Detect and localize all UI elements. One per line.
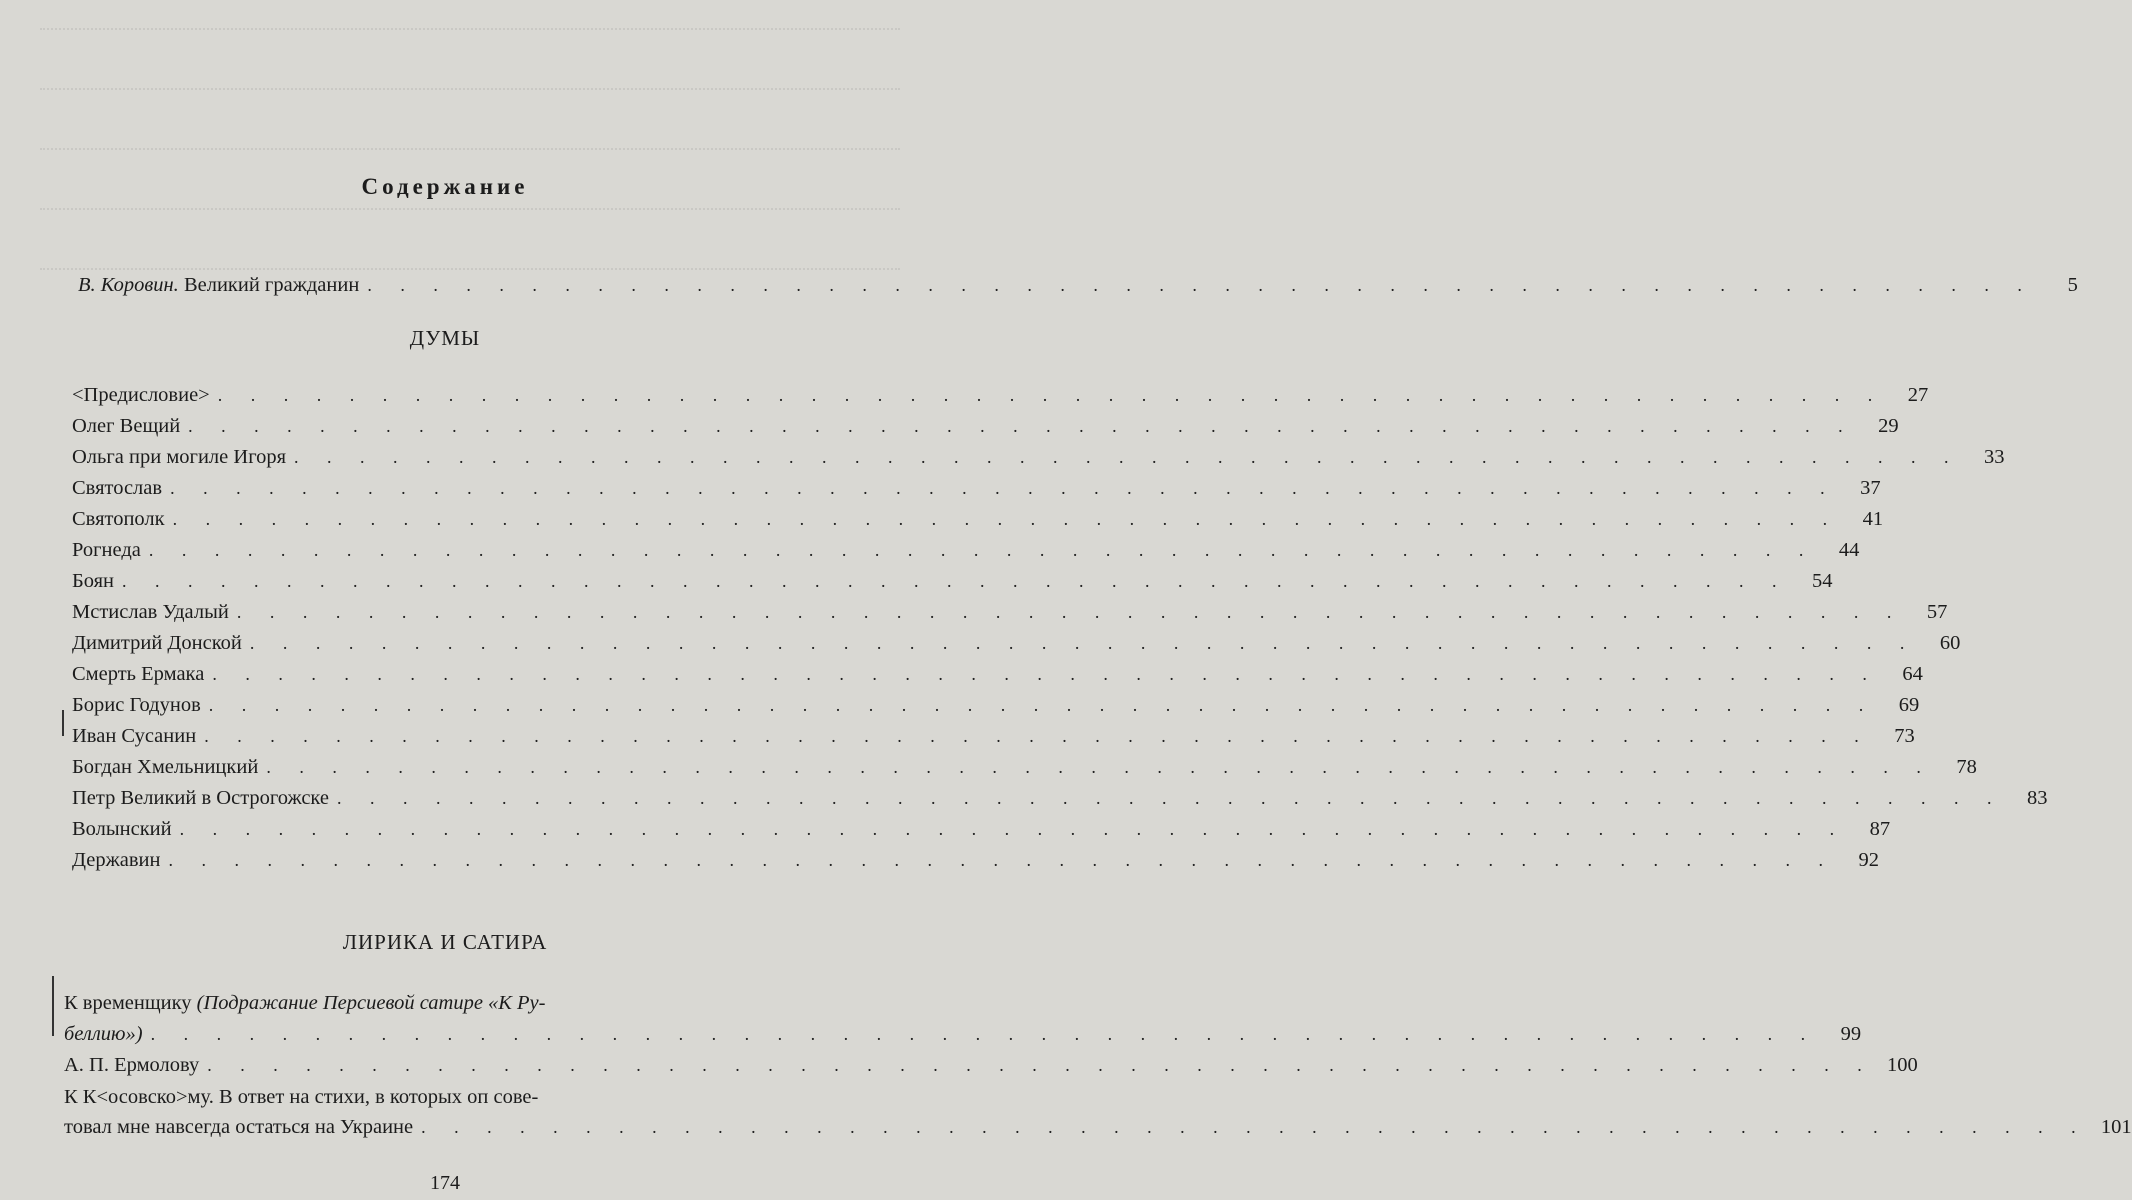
toc-entry-title: Ольга при могиле Игоря — [72, 446, 287, 468]
toc-page-number: 27 — [1907, 384, 1929, 406]
dot-leader: . . . . . . . . . . . . . . . . . . . . . . . . . . . . . . . . . . . . . . . . . . . . . . . . . . . — [179, 819, 1847, 839]
dot-leader: . . . . . . . . . . . . . . . . . . . . . . . . . . . . . . . . . . . . . . . . . . . . . . . . . . . — [170, 478, 1837, 498]
toc-entry-title: А. П. Ермолову — [64, 1054, 200, 1076]
toc-entry[interactable] — [72, 690, 1920, 720]
dot-leader: . . . . . . . . . . . . . . . . . . . . . . . . . . . . . . . . . . . . . . . . . . . . . . . . . . . — [212, 664, 1879, 684]
toc-entry[interactable] — [72, 783, 2048, 813]
toc-entry[interactable] — [64, 1019, 1862, 1049]
toc-entry[interactable] — [72, 752, 1977, 782]
toc-page-number: 73 — [1894, 725, 1915, 747]
dot-leader: . . . . . . . . . . . . . . . . . . . . . . . . . . . . . . . . . . . . . . . . . . . . . . . . . . . — [217, 385, 1885, 405]
toc-page-number: 83 — [2026, 787, 2048, 809]
toc-entry[interactable] — [72, 845, 1879, 875]
toc-entry-title: <Предисловие> — [72, 384, 210, 406]
toc-page-number: 101 — [2100, 1116, 2132, 1138]
toc-entry-subtitle: беллию») — [64, 1023, 143, 1045]
contents-heading: Содержание — [361, 174, 529, 199]
toc-entry-title: Мстислав Удалый — [72, 601, 229, 623]
dot-leader: . . . . . . . . . . . . . . . . . . . . . . . . . . . . . . . . . . . . . . . . . . . . . . . . . . . — [168, 850, 1835, 870]
toc-entry-title: К временщику — [64, 992, 192, 1014]
toc-page-number: 100 — [1886, 1054, 1918, 1076]
section-title-lyric: ЛИРИКА И САТИРА — [342, 930, 548, 954]
toc-entry[interactable] — [72, 597, 1948, 627]
toc-entry[interactable] — [72, 442, 2005, 472]
toc-page-number: 33 — [1984, 446, 2005, 468]
toc-entry[interactable] — [72, 380, 1929, 410]
toc-entry-title: Борис Годунов — [72, 694, 201, 716]
toc-entry-title: Волынский — [72, 818, 172, 840]
toc-entry-title: Святополк — [72, 508, 165, 530]
toc-entry-title: Смерть Ермака — [72, 663, 205, 685]
toc-entry[interactable] — [72, 566, 1833, 596]
toc-page-number: 92 — [1858, 849, 1879, 871]
toc-entry-title: В. Коровин. Великий гражданин — [78, 274, 360, 296]
toc-entry[interactable] — [72, 659, 1923, 689]
toc-entry[interactable] — [72, 411, 1899, 441]
toc-entry[interactable] — [72, 473, 1881, 503]
toc-entry-title-line: К К<осовско>му. В ответ на стихи, в которых оп сове- — [64, 1086, 539, 1108]
toc-entry[interactable] — [64, 1050, 1918, 1080]
toc-page-number: 37 — [1860, 477, 1881, 499]
toc-page-number: 99 — [1840, 1023, 1862, 1045]
dot-leader: . . . . . . . . . . . . . . . . . . . . . . . . . . . . . . . . . . . . . . . . . . . . . . . . . . . — [336, 788, 2004, 808]
toc-entry[interactable] — [72, 504, 1884, 534]
bleed-through-text — [40, 0, 900, 290]
toc-entry-title: Богдан Хмельницкий — [72, 756, 259, 778]
dot-leader: . . . . . . . . . . . . . . . . . . . . . . . . . . . . . . . . . . . . . . . . . . . . . . . . . . . — [148, 540, 1816, 560]
dot-leader: . . . . . . . . . . . . . . . . . . . . . . . . . . . . . . . . . . . . . . . . . . . . . . . . . . . — [294, 447, 1961, 467]
toc-page-number: 60 — [1939, 632, 1961, 654]
toc-entry[interactable] — [72, 628, 1961, 658]
dot-leader: . . . . . . . . . . . . . . . . . . . . . . . . . . . . . . . . . . . . . . . . . . . . . . . . . . . — [204, 726, 1871, 746]
toc-entry-title: Державин — [72, 849, 161, 871]
toc-entry-title-line — [64, 988, 804, 1018]
pencil-mark — [62, 710, 64, 736]
toc-page-number: 87 — [1869, 818, 1891, 840]
toc-entry-author: В. Коровин. — [78, 274, 179, 296]
pencil-bracket-mark — [52, 976, 54, 1036]
dot-leader: . . . . . . . . . . . . . . . . . . . . . . . . . . . . . . . . . . . . . . . . . . . . . . . . . . . — [208, 695, 1876, 715]
dot-leader: . . . . . . . . . . . . . . . . . . . . . . . . . . . . . . . . . . . . . . . . . . . . . . . . . . . — [122, 571, 1789, 591]
toc-entry-subtitle: (Подражание Персиевой сатире «К Ру- — [196, 992, 546, 1014]
toc-page-number: 78 — [1956, 756, 1977, 778]
toc-entry[interactable] — [64, 1112, 2132, 1142]
dot-leader: . . . . . . . . . . . . . . . . . . . . . . . . . . . . . . . . . . . . . . . . . . . . . . . . . . . — [266, 757, 1933, 777]
toc-entry-title: Рогнеда — [72, 539, 141, 561]
toc-page-number: 41 — [1862, 508, 1884, 530]
dot-leader: . . . . . . . . . . . . . . . . . . . . . . . . . . . . . . . . . . . . . . . . . . . . . . . . . . . — [367, 275, 2034, 295]
toc-entry-title: Петр Великий в Острогожске — [72, 787, 329, 809]
toc-entry[interactable] — [72, 721, 1915, 751]
toc-page-number: 69 — [1898, 694, 1920, 716]
toc-entry[interactable] — [72, 814, 1891, 844]
toc-page-number: 64 — [1902, 663, 1923, 685]
dot-leader: . . . . . . . . . . . . . . . . . . . . . . . . . . . . . . . . . . . . . . . . . . . . . . . . . . . — [236, 602, 1904, 622]
toc-page-number: 29 — [1878, 415, 1899, 437]
dot-leader: . . . . . . . . . . . . . . . . . . . . . . . . . . . . . . . . . . . . . . . . . . . . . . . . . . . — [172, 509, 1840, 529]
toc-page-number: 54 — [1812, 570, 1833, 592]
dot-leader: . . . . . . . . . . . . . . . . . . . . . . . . . . . . . . . . . . . . . . . . . . . . . . . . . . . — [188, 416, 1855, 436]
dot-leader: . . . . . . . . . . . . . . . . . . . . . . . . . . . . . . . . . . . . . . . . . . . . . . . . . . . — [207, 1055, 1874, 1075]
toc-entry-title: Иван Сусанин — [72, 725, 197, 747]
dot-leader: . . . . . . . . . . . . . . . . . . . . . . . . . . . . . . . . . . . . . . . . . . . . . . . . . . . — [150, 1024, 1818, 1044]
dot-leader: . . . . . . . . . . . . . . . . . . . . . . . . . . . . . . . . . . . . . . . . . . . . . . . . . . . — [249, 633, 1917, 653]
toc-entry-title: товал мне навсегда остаться на Украине — [64, 1116, 414, 1138]
section-title-dumy: ДУМЫ — [409, 326, 481, 350]
page-number: 174 — [430, 1172, 460, 1194]
dot-leader: . . . . . . . . . . . . . . . . . . . . . . . . . . . . . . . . . . . . . . . . . . . . . . . . . . . — [421, 1117, 2088, 1137]
toc-page-number: 5 — [2067, 274, 2078, 296]
toc-entry-title: Святослав — [72, 477, 163, 499]
toc-entry-intro[interactable] — [78, 270, 2078, 300]
toc-entry-title: Боян — [72, 570, 115, 592]
toc-page-number: 44 — [1838, 539, 1860, 561]
toc-page-number: 57 — [1926, 601, 1948, 623]
toc-entry-title: Димитрий Донской — [72, 632, 242, 654]
toc-entry-title: Олег Вещий — [72, 415, 181, 437]
toc-entry[interactable] — [72, 535, 1860, 565]
